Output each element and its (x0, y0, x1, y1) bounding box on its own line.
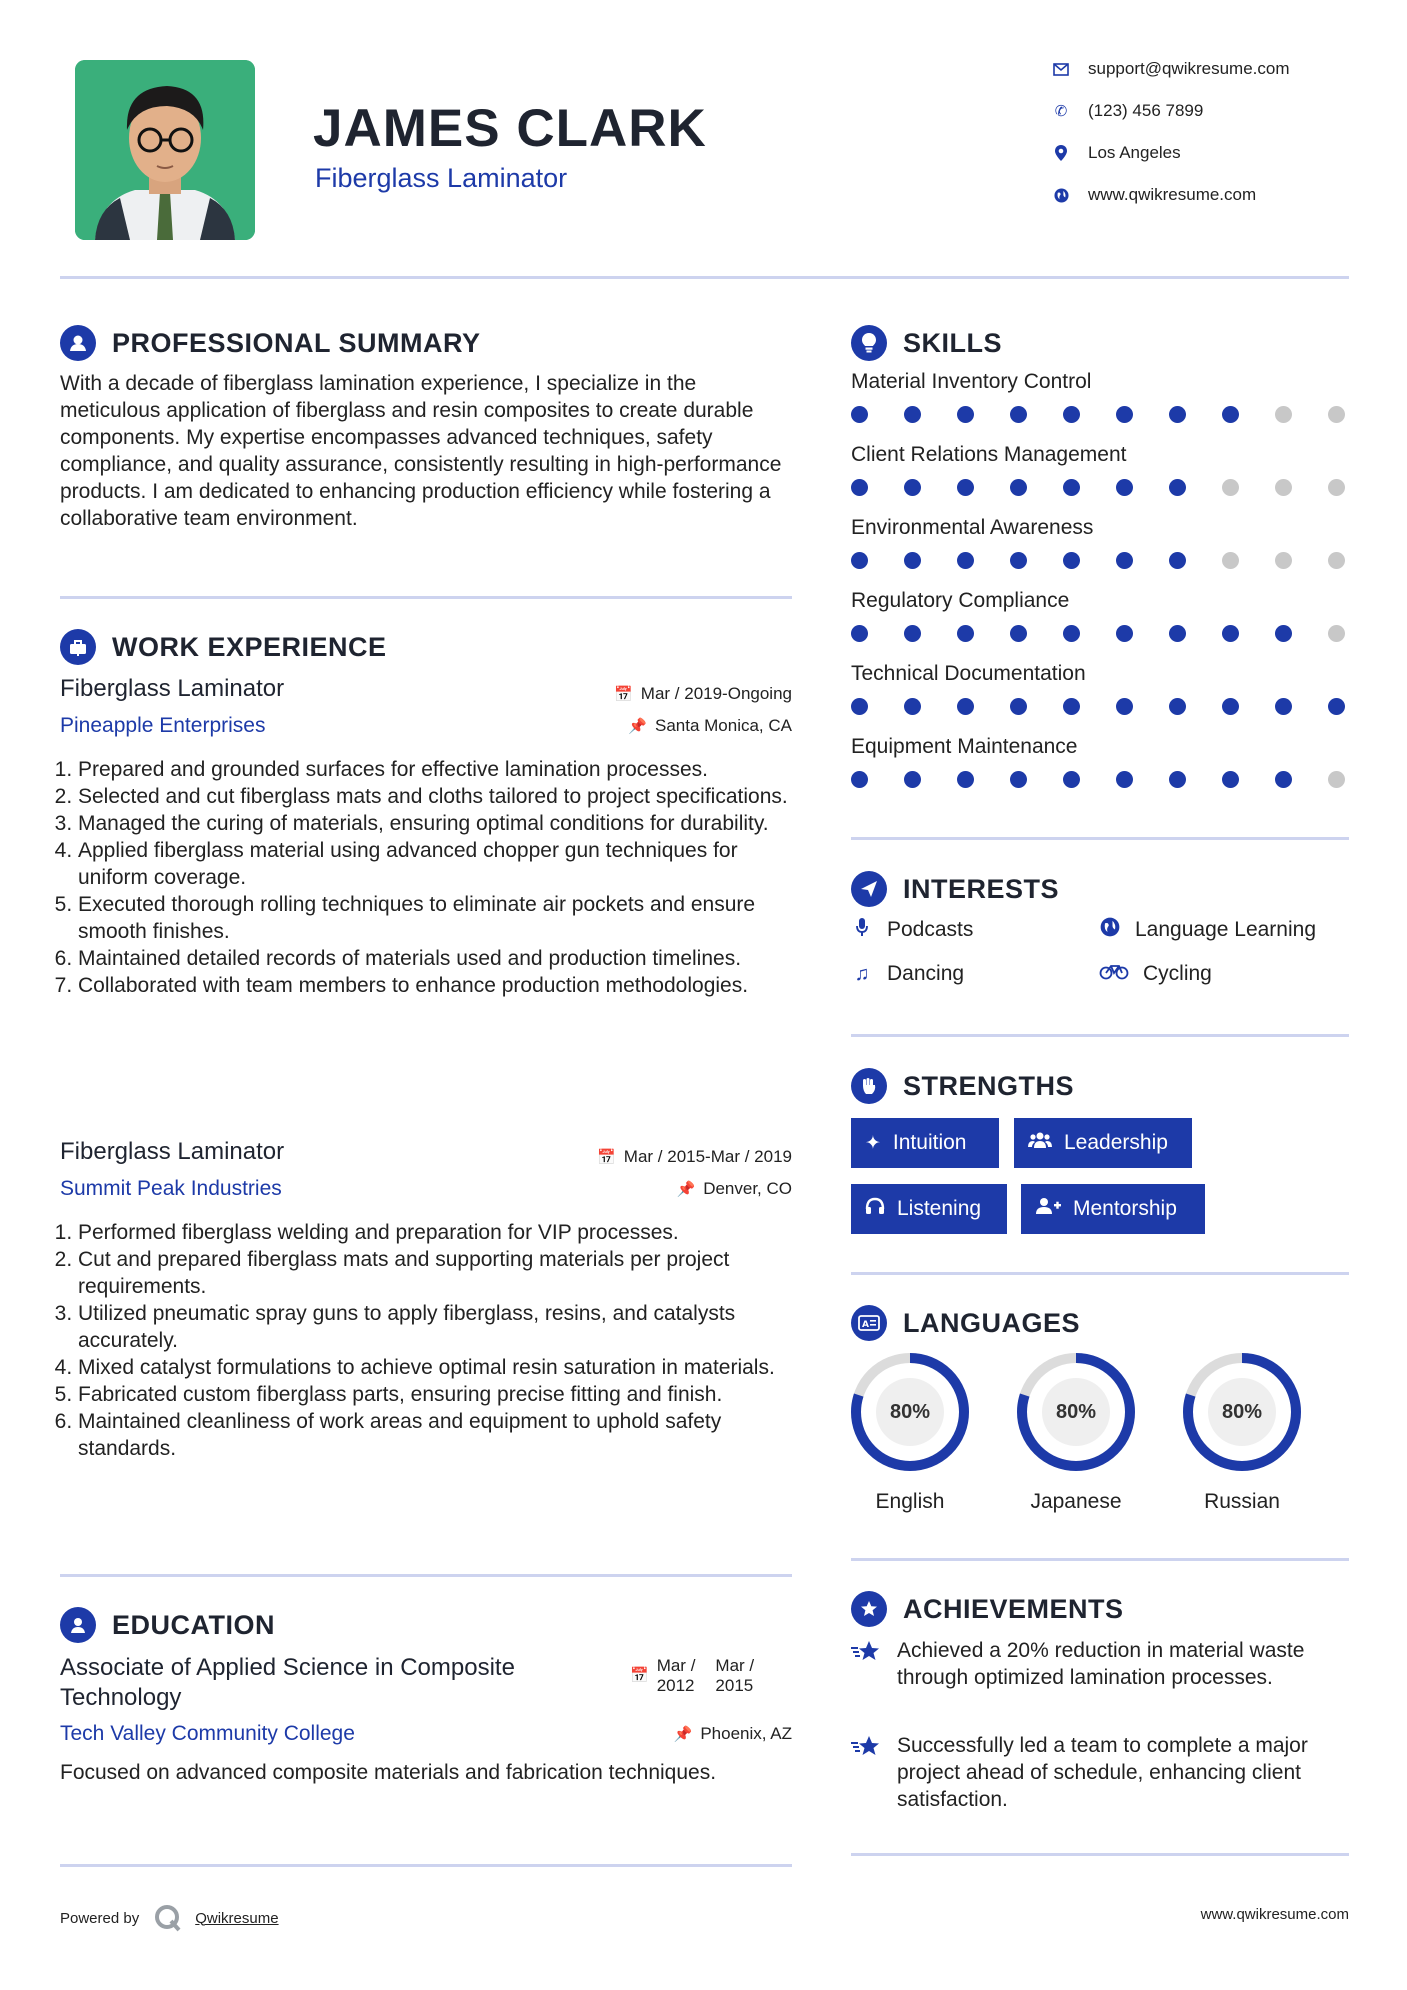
rating-dot-filled (904, 552, 921, 569)
skill-row (851, 662, 1351, 735)
rating-dot-filled (1116, 552, 1133, 569)
rating-dot-filled (1010, 625, 1027, 642)
rating-dot-empty (1328, 406, 1345, 423)
skills-list (851, 370, 1351, 808)
rating-dot-empty (1328, 771, 1345, 788)
strength-listening (851, 1184, 1007, 1234)
rating-dot-filled (1169, 406, 1186, 423)
job-1-title: Fiberglass Laminator (60, 675, 285, 702)
rating-dot-filled (904, 625, 921, 642)
star-badge-icon (851, 1591, 887, 1627)
skill-name: Client Relations Management (851, 443, 1127, 466)
rating-dot-filled (1222, 625, 1239, 642)
list-item: 4. Applied fiberglass material using advanced chopper gun techniques for uniform coverage. (78, 837, 813, 891)
job-1-date (560, 684, 792, 704)
contact-phone[interactable] (1050, 100, 1203, 122)
globe-icon (1099, 917, 1121, 943)
skills-divider (851, 837, 1349, 840)
education-start (657, 1656, 696, 1696)
rating-dot-filled (1116, 625, 1133, 642)
skill-rating (851, 406, 1345, 423)
list-item: 4. Mixed catalyst formulations to achieve optimal resin saturation in materials. (78, 1354, 813, 1381)
rating-dot-filled (1222, 698, 1239, 715)
job-2-date-text: Mar / 2015-Mar / 2019 (623, 1147, 792, 1166)
rating-dot-filled (1169, 698, 1186, 715)
achievement-item (851, 1637, 1321, 1691)
microphone-icon (851, 917, 873, 943)
contact-website[interactable] (1050, 184, 1256, 206)
achievement-item (851, 1732, 1321, 1813)
skill-row (851, 589, 1351, 662)
skill-rating (851, 771, 1345, 788)
achievements-heading-text: ACHIEVEMENTS (903, 1593, 1124, 1624)
strengths-heading-text: STRENGTHS (903, 1070, 1075, 1101)
bicycle-icon (1099, 962, 1129, 986)
contact-email[interactable] (1050, 58, 1290, 80)
candidate-name: JAMES CLARK (313, 99, 707, 158)
list-item: 7. Collaborated with team members to enhance production methodologies. (78, 972, 813, 999)
rating-dot-filled (957, 771, 974, 788)
rating-dot-filled (1063, 479, 1080, 496)
contact-phone-text: (123) 456 7899 (1088, 101, 1204, 120)
rating-dot-filled (1169, 771, 1186, 788)
education-heading-text: EDUCATION (112, 1609, 275, 1640)
languages-heading (851, 1305, 1080, 1341)
job-2-duties (60, 1219, 813, 1462)
header-divider (60, 276, 1349, 279)
rating-dot-filled (1169, 625, 1186, 642)
rating-dot-empty (1328, 625, 1345, 642)
achievement-text: Achieved a 20% reduction in material waste through optimized lamination processes. (897, 1639, 1305, 1689)
list-item: 5. Executed thorough rolling techniques to eliminate air pockets and ensure smooth finishes. (78, 891, 813, 945)
music-note-icon: ♫ (854, 962, 870, 985)
summary-divider (60, 596, 792, 599)
skill-name: Material Inventory Control (851, 370, 1092, 393)
skill-row (851, 443, 1351, 516)
rating-dot-filled (1063, 552, 1080, 569)
achievements-divider (851, 1853, 1349, 1856)
rating-dot-filled (1063, 698, 1080, 715)
job-2-location (560, 1179, 792, 1199)
languages-divider (851, 1558, 1349, 1561)
qwikresume-logo-icon (153, 1903, 183, 1933)
job-2-title: Fiberglass Laminator (60, 1138, 285, 1165)
rating-dot-filled (1275, 771, 1292, 788)
rating-dot-empty (1222, 479, 1239, 496)
skill-row (851, 735, 1351, 808)
summary-heading (60, 325, 481, 361)
skill-rating (851, 552, 1345, 569)
rating-dot-filled (1328, 698, 1345, 715)
candidate-role: Fiberglass Laminator (315, 163, 568, 193)
education-location-text: Phoenix, AZ (700, 1724, 792, 1743)
interest-label: Dancing (887, 962, 965, 985)
rating-dot-empty (1275, 479, 1292, 496)
rating-dot-filled (851, 406, 868, 423)
job-1-duties (60, 756, 813, 999)
footer-powered-by (60, 1903, 279, 1933)
achievements-heading (851, 1591, 1124, 1627)
skill-rating (851, 625, 1345, 642)
user-icon (60, 325, 96, 361)
phone-icon: ✆ (1054, 103, 1068, 120)
interest-language-learning (1099, 917, 1316, 943)
lightbulb-icon (851, 325, 887, 361)
language-name: English (875, 1490, 945, 1513)
education-divider (60, 1864, 792, 1867)
list-item: 6. Maintained cleanliness of work areas and equipment to uphold safety standards. (78, 1408, 813, 1462)
education-start-line1: Mar / (656, 1656, 696, 1675)
list-item: 5. Fabricated custom fiberglass parts, ensuring precise fitting and finish. (78, 1381, 813, 1408)
interest-label: Cycling (1143, 962, 1212, 985)
skill-rating (851, 698, 1345, 715)
language-percent: 80% (1221, 1400, 1263, 1423)
skill-name: Technical Documentation (851, 662, 1086, 685)
rating-dot-filled (957, 552, 974, 569)
job-2-date (520, 1147, 792, 1167)
rating-dot-filled (957, 406, 974, 423)
list-item: 2. Cut and prepared fiberglass mats and supporting materials per project requirements. (78, 1246, 813, 1300)
job-2-location-text: Denver, CO (703, 1179, 792, 1198)
contact-location-text: Los Angeles (1088, 143, 1181, 162)
work-heading-text: WORK EXPERIENCE (112, 631, 387, 662)
calendar-icon: 📅 (630, 1667, 649, 1684)
paper-plane-icon (851, 871, 887, 907)
language-name: Japanese (1030, 1490, 1122, 1513)
rating-dot-filled (1010, 406, 1027, 423)
interests-heading-text: INTERESTS (903, 873, 1060, 904)
contact-email-text: support@qwikresume.com (1088, 59, 1290, 78)
rating-dot-filled (1063, 406, 1080, 423)
education-location (560, 1724, 792, 1744)
rating-dot-filled (1275, 698, 1292, 715)
list-item: 3. Utilized pneumatic spray guns to apply fiberglass, resins, and catalysts accurately. (78, 1300, 813, 1354)
svg-text:A: A (862, 1320, 870, 1330)
strengths-divider (851, 1272, 1349, 1275)
rating-dot-filled (1010, 698, 1027, 715)
pin-icon: 📌 (673, 1726, 693, 1743)
list-item: 3. Managed the curing of materials, ensuring optimal conditions for durability. (78, 810, 813, 837)
users-icon (1028, 1131, 1052, 1155)
language-icon (851, 1305, 887, 1341)
rating-dot-filled (1116, 406, 1133, 423)
job-1-location-text: Santa Monica, CA (654, 716, 792, 735)
interest-label: Podcasts (887, 918, 974, 941)
education-heading (60, 1607, 275, 1643)
languages-heading-text: LANGUAGES (903, 1307, 1081, 1338)
rating-dot-filled (904, 698, 921, 715)
achievement-text: Successfully led a team to complete a major project ahead of schedule, enhancing client satisfaction. (897, 1734, 1308, 1811)
strength-intuition (851, 1118, 999, 1168)
rating-dot-filled (1010, 552, 1027, 569)
contact-website-text: www.qwikresume.com (1088, 185, 1257, 204)
rating-dot-filled (904, 771, 921, 788)
rating-dot-filled (1116, 771, 1133, 788)
fist-icon (851, 1068, 887, 1104)
language-progress-ring (1182, 1352, 1302, 1472)
list-item: 2. Selected and cut fiberglass mats and cloths tailored to project specifications. (78, 783, 813, 810)
rating-dot-filled (1222, 406, 1239, 423)
rating-dot-filled (1010, 479, 1027, 496)
language-item (1016, 1352, 1136, 1514)
work-heading (60, 629, 387, 665)
envelope-icon (1050, 58, 1072, 80)
education-degree: Associate of Applied Science in Composite Technology (60, 1654, 515, 1711)
education-dates (630, 1656, 754, 1696)
rating-dot-filled (851, 771, 868, 788)
rating-dot-filled (851, 625, 868, 642)
pin-icon: 📌 (628, 718, 647, 735)
skill-name: Environmental Awareness (851, 516, 1094, 539)
calendar-icon: 📅 (614, 686, 633, 703)
skill-rating (851, 479, 1345, 496)
rating-dot-empty (1328, 479, 1345, 496)
job-1-location (560, 716, 792, 736)
education-end-line1: Mar / (715, 1656, 755, 1675)
skill-name: Regulatory Compliance (851, 589, 1070, 612)
footer-website[interactable]: www.qwikresume.com (1200, 1906, 1349, 1923)
strength-mentorship (1021, 1184, 1205, 1234)
rating-dot-empty (1275, 552, 1292, 569)
language-item (1182, 1352, 1302, 1514)
interest-cycling (1099, 962, 1212, 986)
user-plus-icon (1035, 1197, 1061, 1221)
language-name: Russian (1204, 1490, 1280, 1513)
strength-label: Mentorship (1073, 1197, 1177, 1220)
rating-dot-filled (1169, 552, 1186, 569)
skill-name: Equipment Maintenance (851, 735, 1078, 758)
globe-icon (1050, 184, 1072, 206)
rating-dot-filled (1169, 479, 1186, 496)
briefcase-icon (60, 629, 96, 665)
list-item: 1. Prepared and grounded surfaces for effective lamination processes. (78, 756, 813, 783)
rating-dot-filled (1010, 771, 1027, 788)
education-end (715, 1656, 754, 1696)
map-marker-icon (1050, 142, 1072, 164)
list-item: 1. Performed fiberglass welding and preparation for VIP processes. (78, 1219, 813, 1246)
job-1-date-text: Mar / 2019-Ongoing (640, 684, 792, 703)
strength-label: Leadership (1064, 1131, 1168, 1154)
interests-heading (851, 871, 1059, 907)
summary-heading-text: PROFESSIONAL SUMMARY (112, 327, 481, 358)
rating-dot-empty (1275, 406, 1292, 423)
interest-label: Language Learning (1135, 918, 1317, 941)
rating-dot-empty (1222, 552, 1239, 569)
job-2-company: Summit Peak Industries (60, 1177, 282, 1200)
rating-dot-filled (1222, 771, 1239, 788)
summary-text: With a decade of fiberglass lamination experience, I specialize in the meticulous application of fiberglass and resin composites to create durable components. My expertise encompasses advanced techniques, safety compliance, and quality assurance, consistently resulting in high-performance products. I am dedicated to enhancing production efficiency while fostering a collaborative team environment. (60, 372, 782, 530)
magic-wand-icon: ✦ (865, 1132, 881, 1154)
language-percent: 80% (889, 1400, 931, 1423)
pin-icon: 📌 (676, 1181, 696, 1198)
list-item: 6. Maintained detailed records of materials used and production timelines. (78, 945, 813, 972)
interest-podcasts (851, 917, 973, 943)
skill-row (851, 370, 1351, 443)
rating-dot-filled (904, 479, 921, 496)
skills-heading-text: SKILLS (903, 327, 1003, 358)
contact-location (1050, 142, 1181, 164)
headphones-icon (865, 1197, 885, 1221)
strength-label: Listening (897, 1197, 982, 1220)
profile-photo (75, 60, 255, 240)
rating-dot-filled (904, 406, 921, 423)
language-item (850, 1352, 970, 1514)
language-percent: 80% (1055, 1400, 1097, 1423)
strength-label: Intuition (892, 1131, 967, 1154)
strengths-heading (851, 1068, 1074, 1104)
interests-divider (851, 1034, 1349, 1037)
graduation-icon (60, 1607, 96, 1643)
work-divider (60, 1574, 792, 1577)
education-description: Focused on advanced composite materials and fabrication techniques. (60, 1761, 717, 1784)
rating-dot-filled (1063, 625, 1080, 642)
rating-dot-filled (1116, 479, 1133, 496)
qwikresume-link[interactable]: Qwikresume (195, 1909, 279, 1927)
rating-dot-filled (851, 552, 868, 569)
strength-leadership (1014, 1118, 1192, 1168)
rating-dot-filled (1275, 625, 1292, 642)
rating-dot-filled (957, 698, 974, 715)
education-school: Tech Valley Community College (60, 1722, 355, 1745)
education-end-line2: 2015 (715, 1676, 754, 1695)
education-start-line2: 2012 (656, 1676, 695, 1695)
rating-dot-filled (1116, 698, 1133, 715)
language-progress-ring (1016, 1352, 1136, 1472)
language-progress-ring (850, 1352, 970, 1472)
rating-dot-filled (851, 479, 868, 496)
rating-dot-empty (1328, 552, 1345, 569)
powered-by-text: Powered by (60, 1909, 140, 1927)
rating-dot-filled (957, 625, 974, 642)
job-1-company: Pineapple Enterprises (60, 714, 266, 737)
rating-dot-filled (957, 479, 974, 496)
star-icon (851, 1734, 885, 1813)
rating-dot-filled (1063, 771, 1080, 788)
star-icon (851, 1639, 885, 1691)
skill-row (851, 516, 1351, 589)
interest-dancing (851, 962, 964, 986)
calendar-icon: 📅 (597, 1149, 616, 1166)
skills-heading (851, 325, 1002, 361)
rating-dot-filled (851, 698, 868, 715)
